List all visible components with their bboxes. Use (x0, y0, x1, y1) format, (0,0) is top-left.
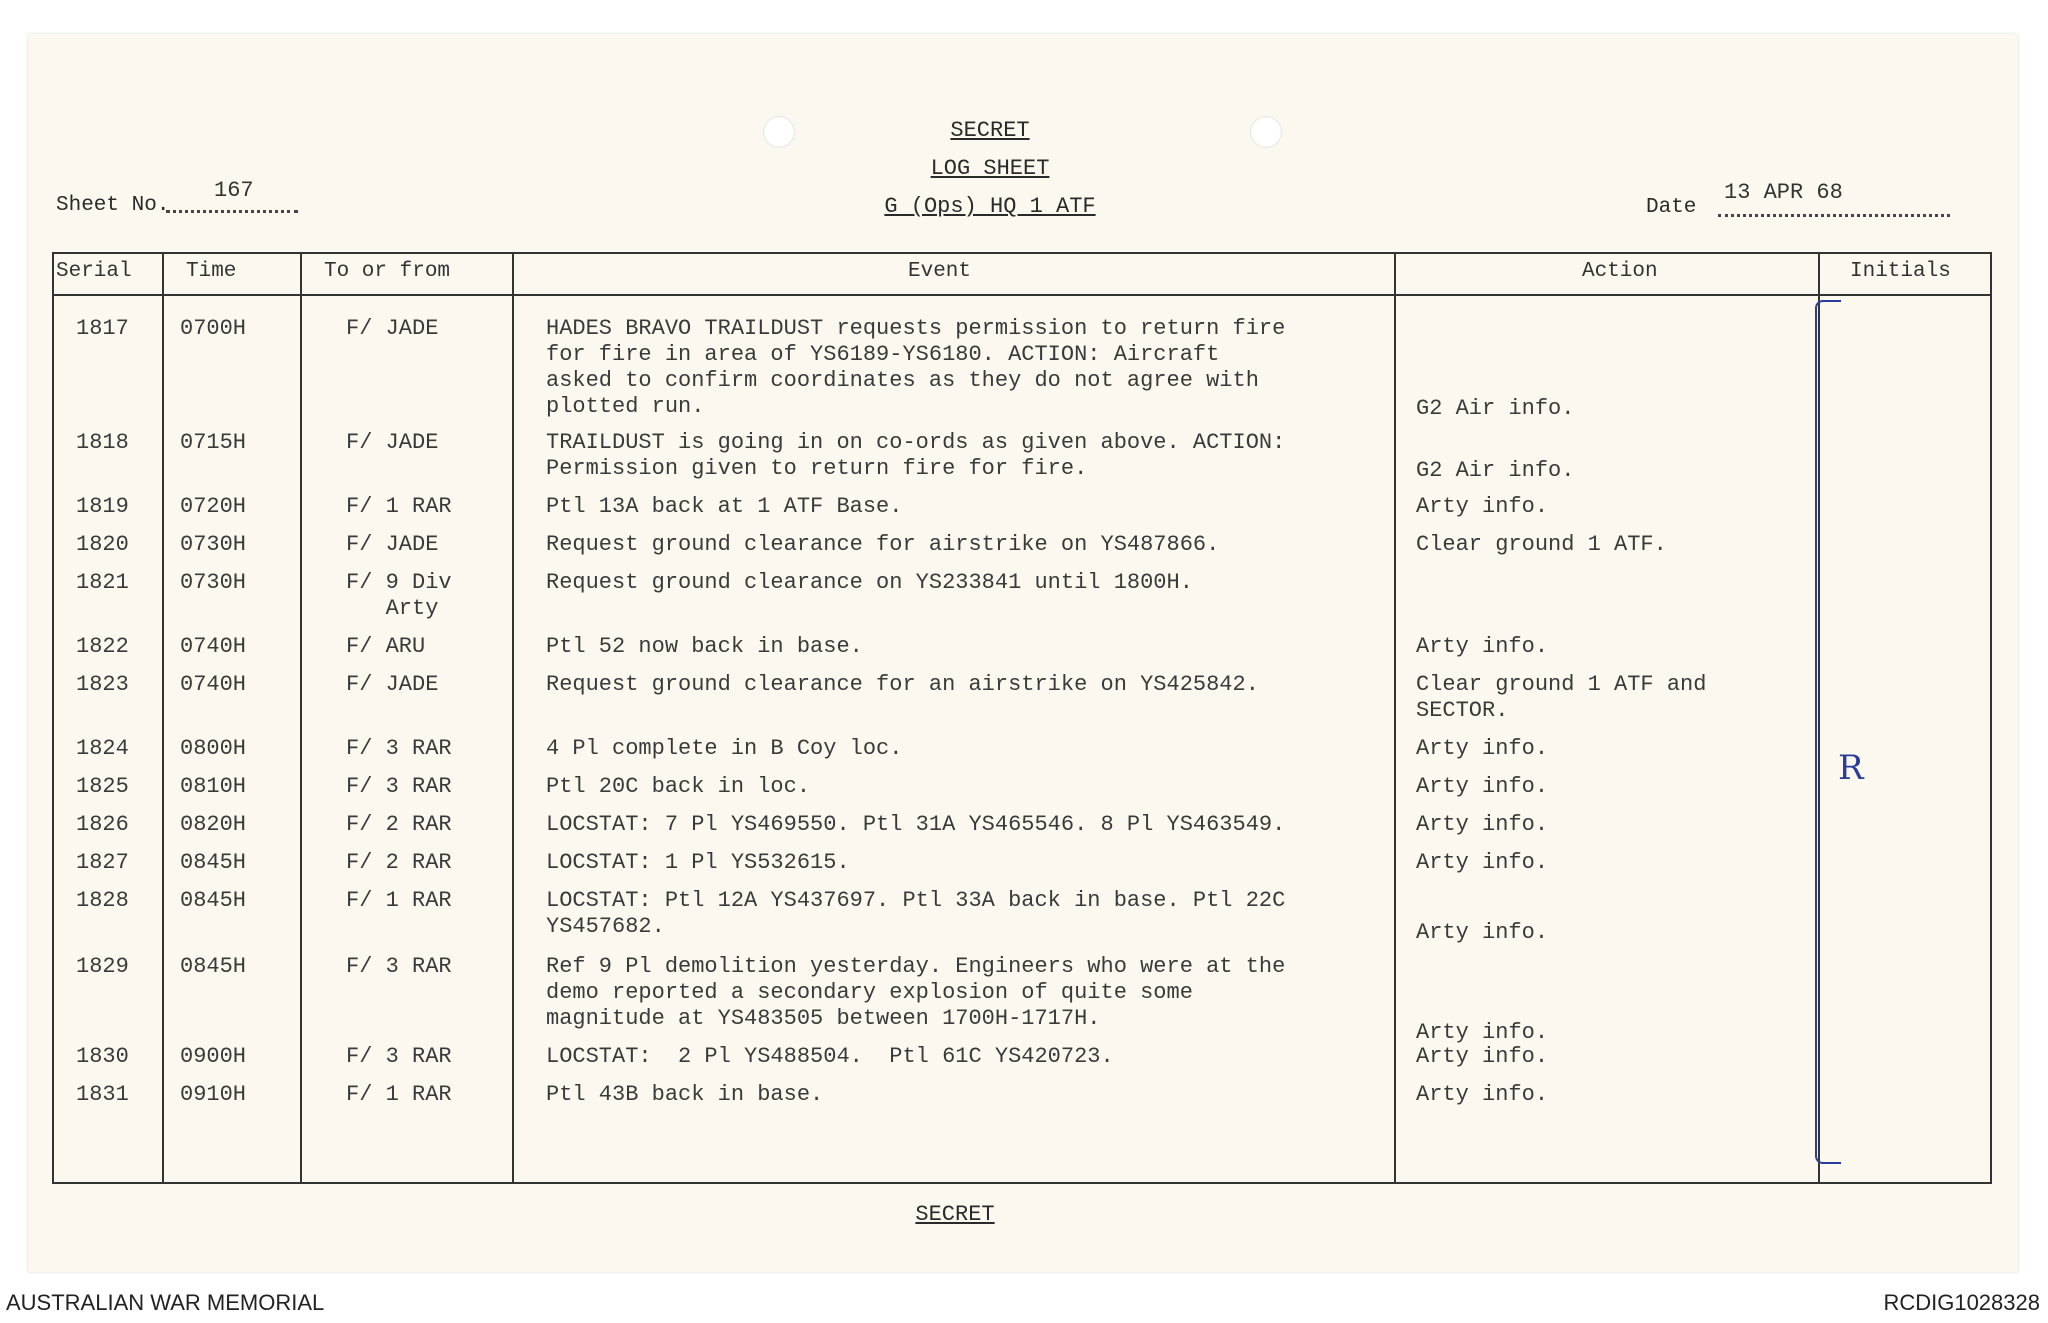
cell-event: Ptl 52 now back in base. (546, 634, 863, 659)
cell-serial: 1826 (76, 812, 129, 837)
sheet-no-dots (166, 210, 298, 213)
cell-serial: 1830 (76, 1044, 129, 1069)
cell-event: Ref 9 Pl demolition yesterday. Engineers who were at the demo reported a secondary explosion of quite some magnitude at YS483505 between 1700H-1717H. (546, 954, 1286, 1031)
cell-time: 0720H (180, 494, 247, 519)
cell-serial: 1825 (76, 774, 129, 799)
cell-time: 0845H (180, 888, 247, 913)
cell-action: Arty info. (1416, 1044, 1549, 1069)
cell-serial: 1822 (76, 634, 129, 659)
cell-event: LOCSTAT: 7 Pl YS469550. Ptl 31A YS465546. 8 Pl YS463549. (546, 812, 1286, 837)
unit-name: G (Ops) HQ 1 ATF (884, 194, 1096, 219)
cell-time: 0740H (180, 672, 247, 697)
col-header-to-or-from: To or from (324, 260, 451, 283)
cell-time: 0845H (180, 954, 247, 979)
cell-to-or-from: F/ 2 RAR (346, 812, 452, 837)
cell-event: Ptl 43B back in base. (546, 1082, 824, 1107)
cell-to-or-from: F/ 2 RAR (346, 850, 452, 875)
col-header-initials: Initials (1850, 260, 1951, 283)
cell-action: Arty info. (1416, 1020, 1549, 1045)
cell-to-or-from: F/ JADE (346, 672, 439, 697)
cell-action: Arty info. (1416, 1082, 1549, 1107)
col-header-event: Event (908, 260, 972, 283)
cell-serial: 1829 (76, 954, 129, 979)
cell-to-or-from: F/ 1 RAR (346, 888, 452, 913)
initials-signature: R (1838, 748, 1864, 788)
cell-event: 4 Pl complete in B Coy loc. (546, 736, 903, 761)
cell-action: G2 Air info. (1416, 396, 1575, 421)
col-divider (512, 254, 514, 1182)
cell-action: Arty info. (1416, 494, 1549, 519)
cell-event: Request ground clearance for airstrike on YS487866. (546, 532, 1220, 557)
classification-bottom: SECRET (915, 1202, 995, 1227)
cell-serial: 1817 (76, 316, 129, 341)
sheet-no-value: 167 (214, 178, 254, 203)
punch-hole-right (1250, 116, 1282, 148)
cell-event: LOCSTAT: 2 Pl YS488504. Ptl 61C YS420723. (546, 1044, 1114, 1069)
cell-time: 0810H (180, 774, 247, 799)
date-dots (1718, 214, 1950, 217)
sheet-no-label: Sheet No. (56, 194, 170, 217)
cell-to-or-from: F/ ARU (346, 634, 426, 659)
cell-to-or-from: F/ 3 RAR (346, 774, 452, 799)
cell-time: 0910H (180, 1082, 247, 1107)
cell-to-or-from: F/ 1 RAR (346, 1082, 452, 1107)
col-header-time: Time (186, 260, 237, 283)
col-header-serial: Serial (56, 260, 132, 283)
header-row-divider (54, 294, 1990, 296)
cell-to-or-from: F/ JADE (346, 430, 439, 455)
date-label: Date (1646, 196, 1697, 219)
cell-time: 0800H (180, 736, 247, 761)
cell-action: Arty info. (1416, 850, 1549, 875)
cell-serial: 1827 (76, 850, 129, 875)
cell-to-or-from: F/ JADE (346, 316, 439, 341)
cell-event: LOCSTAT: Ptl 12A YS437697. Ptl 33A back in base. Ptl 22C YS457682. (546, 888, 1286, 939)
cell-time: 0740H (180, 634, 247, 659)
initials-bracket (1815, 300, 1841, 1164)
cell-serial: 1819 (76, 494, 129, 519)
cell-serial: 1818 (76, 430, 129, 455)
cell-action: Arty info. (1416, 634, 1549, 659)
cell-event: Request ground clearance for an airstrike on YS425842. (546, 672, 1259, 697)
cell-to-or-from: F/ 3 RAR (346, 1044, 452, 1069)
sheet-title: LOG SHEET (930, 156, 1050, 181)
col-header-action: Action (1582, 260, 1658, 283)
cell-to-or-from: F/ 9 Div Arty (346, 570, 452, 621)
cell-action: Clear ground 1 ATF and SECTOR. (1416, 672, 1707, 723)
cell-event: HADES BRAVO TRAILDUST requests permission to return fire for fire in area of YS6189-YS6180. ACTION: Aircraft asked to confirm coordinates as they do not agree with plotted run. (546, 316, 1286, 419)
cell-to-or-from: F/ 3 RAR (346, 954, 452, 979)
cell-event: Request ground clearance on YS233841 until 1800H. (546, 570, 1193, 595)
cell-action: Arty info. (1416, 812, 1549, 837)
classification-top: SECRET (950, 118, 1030, 143)
cell-time: 0700H (180, 316, 247, 341)
archive-id: RCDIG1028328 (1883, 1290, 2040, 1315)
cell-serial: 1823 (76, 672, 129, 697)
col-divider (162, 254, 164, 1182)
cell-to-or-from: F/ 1 RAR (346, 494, 452, 519)
archive-credit: AUSTRALIAN WAR MEMORIAL (6, 1290, 325, 1315)
cell-time: 0730H (180, 532, 247, 557)
cell-serial: 1820 (76, 532, 129, 557)
cell-action: Clear ground 1 ATF. (1416, 532, 1667, 557)
cell-time: 0730H (180, 570, 247, 595)
cell-action: G2 Air info. (1416, 458, 1575, 483)
cell-time: 0845H (180, 850, 247, 875)
cell-serial: 1821 (76, 570, 129, 595)
cell-time: 0900H (180, 1044, 247, 1069)
cell-event: LOCSTAT: 1 Pl YS532615. (546, 850, 850, 875)
cell-action: Arty info. (1416, 920, 1549, 945)
cell-time: 0715H (180, 430, 247, 455)
cell-to-or-from: F/ 3 RAR (346, 736, 452, 761)
date-value: 13 APR 68 (1724, 180, 1843, 205)
punch-hole-left (763, 116, 795, 148)
cell-event: Ptl 13A back at 1 ATF Base. (546, 494, 903, 519)
cell-serial: 1828 (76, 888, 129, 913)
cell-time: 0820H (180, 812, 247, 837)
col-divider (300, 254, 302, 1182)
cell-action: Arty info. (1416, 774, 1549, 799)
cell-action: Arty info. (1416, 736, 1549, 761)
cell-event: TRAILDUST is going in on co-ords as given above. ACTION: Permission given to return fire for fire. (546, 430, 1286, 481)
cell-event: Ptl 20C back in loc. (546, 774, 811, 799)
cell-to-or-from: F/ JADE (346, 532, 439, 557)
col-divider (1394, 254, 1396, 1182)
cell-serial: 1831 (76, 1082, 129, 1107)
cell-serial: 1824 (76, 736, 129, 761)
